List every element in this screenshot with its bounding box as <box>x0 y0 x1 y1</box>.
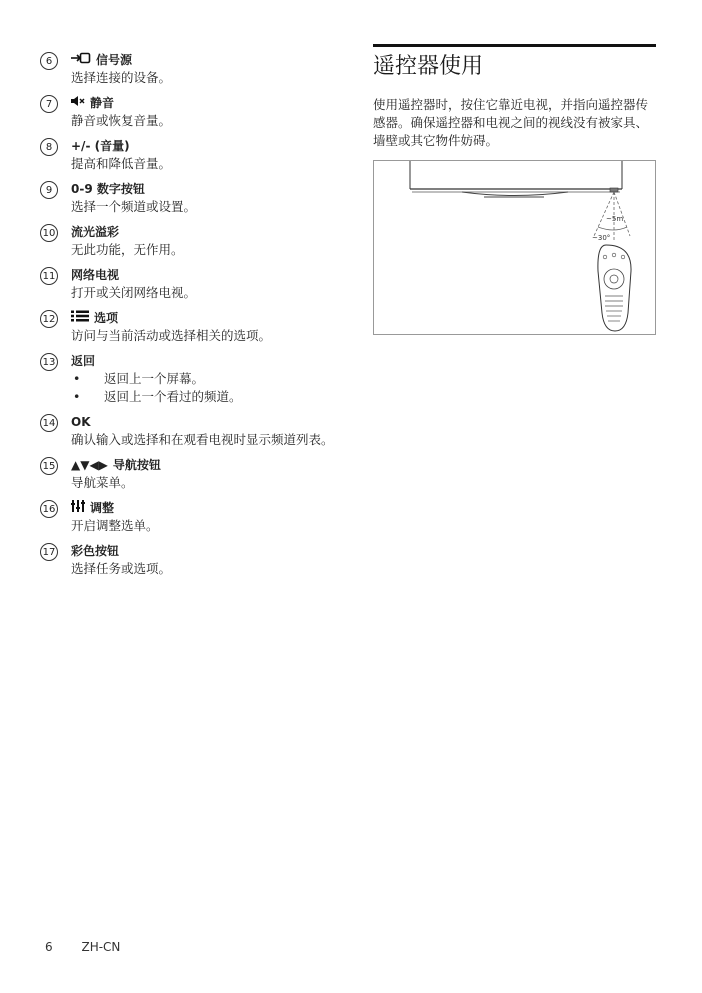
list-item <box>40 180 340 216</box>
list-item <box>40 266 340 302</box>
item-desc: 访问与当前活动或选择相关的选项。 <box>71 328 272 343</box>
list-item <box>40 223 340 259</box>
section-title: 遥控器使用 <box>373 54 484 79</box>
item-number: 13 <box>40 353 58 371</box>
item-title: 静音 <box>90 96 115 110</box>
item-desc: 选择任务或选项。 <box>71 561 172 576</box>
item-number: 6 <box>40 52 58 70</box>
bullet-item: • 返回上一个屏幕。 <box>73 371 205 386</box>
item-desc: 选择连接的设备。 <box>71 70 172 85</box>
item-number: 11 <box>40 267 58 285</box>
item-number: 17 <box>40 543 58 561</box>
list-item <box>40 456 340 492</box>
remote-usage-illustration <box>373 160 656 335</box>
item-desc: 无此功能，无作用。 <box>71 242 184 257</box>
item-title: 流光溢彩 <box>71 225 120 239</box>
illustration-svg <box>374 161 655 334</box>
item-desc: 确认输入或选择和在观看电视时显示频道列表。 <box>71 432 334 447</box>
section-paragraph: 使用遥控器时，按住它靠近电视，并指向遥控器传感器。确保遥控器和电视之间的视线没有被家具、墙壁或其它物件妨碍。 <box>373 97 649 148</box>
item-number: 7 <box>40 95 58 113</box>
item-title: 导航按钮 <box>112 458 161 472</box>
list-item <box>40 94 340 130</box>
nav-arrows-icon: ▲▼◀▶ <box>71 458 108 472</box>
item-desc: 导航菜单。 <box>71 475 134 490</box>
list-item <box>40 352 340 406</box>
list-item <box>40 51 340 87</box>
item-number: 8 <box>40 138 58 156</box>
item-desc: 选择一个频道或设置。 <box>71 199 197 214</box>
item-number: 9 <box>40 181 58 199</box>
item-title: 0-9 数字按钮 <box>71 182 145 196</box>
item-title: 网络电视 <box>71 268 120 282</box>
item-desc: 开启调整选单。 <box>71 518 159 533</box>
item-desc: 打开或关闭网络电视。 <box>71 285 197 300</box>
item-title: 调整 <box>90 501 115 515</box>
item-title: 信号源 <box>96 53 133 67</box>
distance-label: ~5m <box>606 215 624 223</box>
item-number: 12 <box>40 310 58 328</box>
angle-label: ~30° <box>592 234 611 242</box>
item-title: 返回 <box>71 354 96 368</box>
bullet-item: • 返回上一个看过的频道。 <box>73 389 242 404</box>
options-icon <box>71 309 89 327</box>
item-number: 10 <box>40 224 58 242</box>
item-title: 选项 <box>94 311 119 325</box>
list-item <box>40 137 340 173</box>
section-rule <box>373 44 656 47</box>
adjust-icon <box>71 499 85 517</box>
item-title: 彩色按钮 <box>71 544 120 558</box>
list-item <box>40 413 340 449</box>
item-number: 14 <box>40 414 58 432</box>
remote-buttons-list <box>40 51 340 585</box>
list-item <box>40 499 340 535</box>
language-code: ZH-CN <box>81 940 121 954</box>
list-item <box>40 309 340 345</box>
mute-icon <box>71 94 85 112</box>
item-title: OK <box>71 415 91 429</box>
remote-usage-section <box>373 44 656 335</box>
item-desc: 静音或恢复音量。 <box>71 113 172 128</box>
item-number: 16 <box>40 500 58 518</box>
item-number: 15 <box>40 457 58 475</box>
page-number: 6 <box>45 940 53 954</box>
page-footer <box>45 940 145 954</box>
item-desc: 提高和降低音量。 <box>71 156 172 171</box>
source-icon <box>71 51 91 69</box>
list-item <box>40 542 340 578</box>
item-title: +/- (音量) <box>71 139 130 153</box>
